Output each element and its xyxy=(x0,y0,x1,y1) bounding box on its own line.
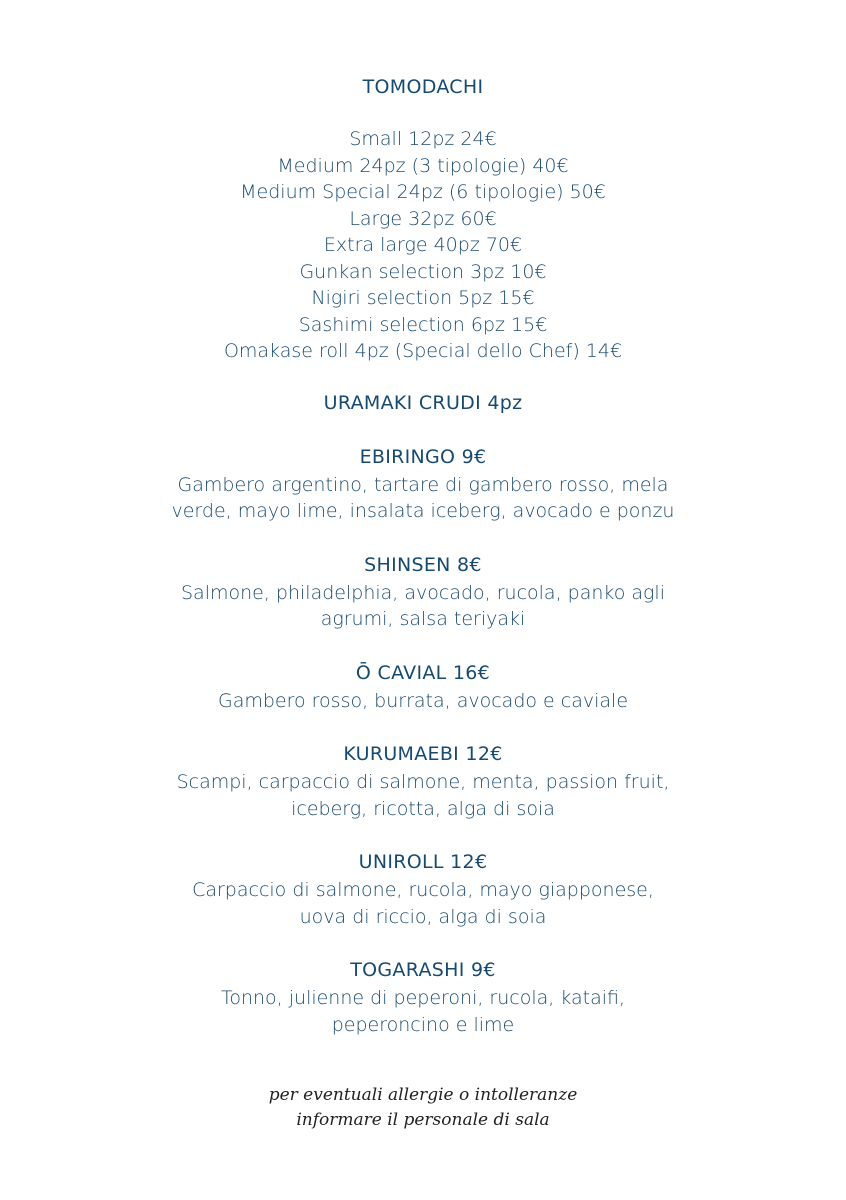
item-name: UNIROLL 12€ xyxy=(358,851,488,873)
item-description-line: Gambero rosso, burrata, avocado e caviale xyxy=(217,689,629,712)
item-description xyxy=(0,472,846,525)
item-description-line: verde, mayo lime, insalata iceberg, avocado e ponzu xyxy=(171,500,675,522)
item-description-line: Tonno, julienne di peperoni, rucola, kataifi, xyxy=(220,987,626,1009)
tomodachi-item: Gunkan selection 3pz 10€ xyxy=(299,260,547,283)
item-description xyxy=(0,769,846,822)
item-description-line: iceberg, ricotta, alga di soia xyxy=(291,797,555,820)
menu-item-kurumaebi xyxy=(0,739,846,822)
item-description xyxy=(0,985,846,1038)
uramaki-title: URAMAKI CRUDI 4pz xyxy=(323,391,523,414)
tomodachi-item: Nigiri selection 5pz 15€ xyxy=(311,287,535,309)
item-description-line: Salmone, philadelphia, avocado, rucola, panko agli xyxy=(181,581,665,604)
tomodachi-item: Sashimi selection 6pz 15€ xyxy=(298,313,548,336)
item-description xyxy=(0,688,846,715)
item-description xyxy=(0,877,846,930)
item-name: TOGARASHI 9€ xyxy=(350,959,496,981)
tomodachi-list xyxy=(0,126,846,365)
allergy-note xyxy=(0,1083,846,1133)
allergy-note-line: per eventuali allergie o intolleranze xyxy=(268,1085,578,1105)
item-description-line: agrumi, salsa teriyaki xyxy=(320,608,526,630)
tomodachi-item: Omakase roll 4pz (Special dello Chef) 14€ xyxy=(223,340,623,362)
item-description-line: Scampi, carpaccio di salmone, menta, passion fruit, xyxy=(176,771,670,793)
item-description-line: Carpaccio di salmone, rucola, mayo giapponese, xyxy=(192,879,654,901)
tomodachi-item: Large 32pz 60€ xyxy=(349,207,497,230)
tomodachi-item: Extra large 40pz 70€ xyxy=(323,234,523,256)
menu-item-o-cavial xyxy=(0,658,846,715)
menu-item-togarashi xyxy=(0,955,846,1038)
item-description-line: uova di riccio, alga di soia xyxy=(299,905,547,928)
tomodachi-item: Medium Special 24pz (6 tipologie) 50€ xyxy=(240,181,606,203)
menu-item-shinsen xyxy=(0,550,846,633)
allergy-note-line: informare il personale di sala xyxy=(296,1110,550,1130)
item-description xyxy=(0,580,846,633)
tomodachi-item: Medium 24pz (3 tipologie) 40€ xyxy=(277,154,569,177)
item-name: KURUMAEBI 12€ xyxy=(343,743,503,765)
item-description-line: Gambero argentino, tartare di gambero rosso, mela xyxy=(177,473,669,496)
item-name: Ō CAVIAL 16€ xyxy=(355,661,491,684)
item-name: EBIRINGO 9€ xyxy=(359,445,487,468)
menu-item-ebiringo xyxy=(0,442,846,525)
menu-item-uniroll xyxy=(0,847,846,930)
tomodachi-title: TOMODACHI xyxy=(362,76,484,98)
item-name: SHINSEN 8€ xyxy=(364,553,482,576)
menu xyxy=(0,72,846,1038)
tomodachi-item: Small 12pz 24€ xyxy=(349,128,497,150)
item-description-line: peperoncino e lime xyxy=(331,1013,515,1036)
